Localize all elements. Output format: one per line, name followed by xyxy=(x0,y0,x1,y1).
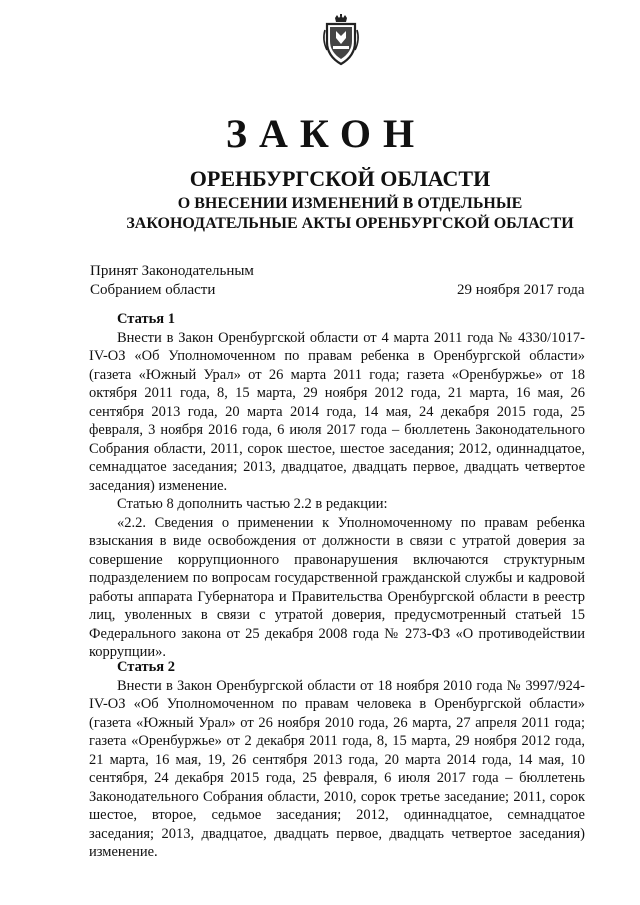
adoption-line-2: Собранием области xyxy=(90,282,216,298)
article-2 xyxy=(89,658,585,862)
article-2-paragraph-1: Внести в Закон Оренбургской области от 18 ноября 2010 года № 3997/924-IV-ОЗ «Об Уполномоченном по правам человека в Оренбургской области» (газета «Южный Урал» от 26 ноября 2010 года, 26 марта, 27 апреля 2011 года; газета «Оренбуржье» от 2 декабря 2011 года, 8, 15 марта, 29 ноября 2012 года, 21 марта, 16 мая, 19, 26 сентября 2013 года, 20 марта 2014 года, 14 мая, 10 сентября, 24 декабря 2015 года, 25 февраля, 6 июля 2017 года – бюллетень Законодательного Собрания области, 2010, сорок третье заседание; 2011, сорок шестое, второе, седьмое заседания; 2012, одиннадцатое, семнадцатое заседания; 2013, двадцатое, двадцать первое, двадцать четвертое заседания) изменение. xyxy=(89,677,585,860)
adoption-date: 29 ноября 2017 года xyxy=(457,282,585,298)
region-title: ОРЕНБУРГСКОЙ ОБЛАСТИ xyxy=(189,166,491,191)
article-2-title: Статья 2 xyxy=(117,659,175,675)
article-1-paragraph-2: Статью 8 дополнить частью 2.2 в редакции: xyxy=(117,496,388,512)
subtitle-line-2: ЗАКОНОДАТЕЛЬНЫЕ АКТЫ ОРЕНБУРГСКОЙ ОБЛАСТИ xyxy=(126,215,574,232)
adoption-statement xyxy=(90,262,254,300)
document-subtitle xyxy=(100,194,600,234)
subtitle-line-1: О ВНЕСЕНИИ ИЗМЕНЕНИЙ В ОТДЕЛЬНЫЕ xyxy=(177,195,523,212)
coat-of-arms-icon xyxy=(321,14,361,66)
adoption-line-1: Принят Законодательным xyxy=(90,263,254,279)
article-1 xyxy=(89,310,585,662)
article-1-title: Статья 1 xyxy=(117,311,175,327)
document-title: ЗАКОН xyxy=(225,111,427,156)
article-1-paragraph-3: «2.2. Сведения о применении к Уполномоченному по правам ребенка взыскания в виде освобождения от должности в связи с утратой доверия за совершение коррупционного правонарушения включаются структурным подразделением по вопросам государственной гражданской службы и кадровой работы аппарата Губернатора и Правительства Оренбургской области в реестр лиц, уволенных в связи с утратой доверия, предусмотренный статьей 15 Федерального закона от 25 декабря 2008 года № 273-ФЗ «О противодействии коррупции». xyxy=(89,514,585,660)
article-1-paragraph-1: Внести в Закон Оренбургской области от 4 марта 2011 года № 4330/1017-IV-ОЗ «Об Уполномоченном по правам ребенка в Оренбургской области» (газета «Южный Урал» от 26 марта 2011 года; газета «Оренбуржье» от 18 октября 2011 года, 8, 15 марта, 29 ноября 2012 года, 21 марта, 16 мая, 26 сентября 2013 года, 20 марта 2014 года, 14 мая, 24 декабря 2015 года, 25 февраля, 3 ноября 2016 года, 6 июля 2017 года – бюллетень Законодательного Собрания области, 2011, сорок шестое, шестое заседания; 2012, одиннадцатое, семнадцатое заседания; 2013, двадцатое, двадцать первое, двадцать четвертое заседания) изменение. xyxy=(89,329,585,494)
